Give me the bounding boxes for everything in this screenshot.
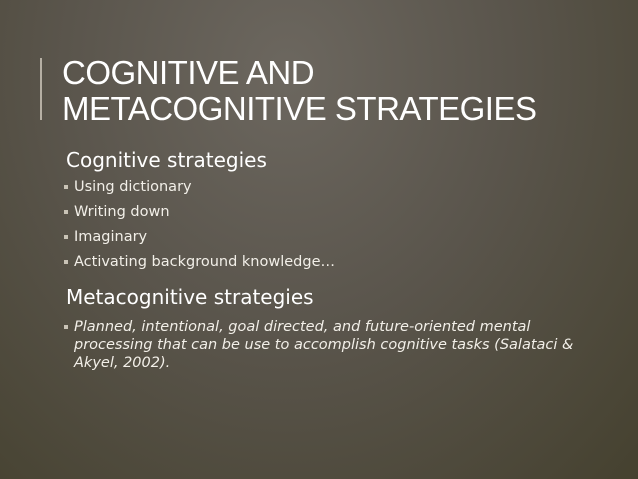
title-line-1: COGNITIVE AND bbox=[62, 54, 315, 91]
section-heading-metacognitive: Metacognitive strategies bbox=[66, 285, 314, 309]
cognitive-bullet-list bbox=[64, 175, 335, 275]
title-accent-bar bbox=[40, 58, 42, 120]
slide-title bbox=[62, 55, 622, 127]
list-item: Using dictionary bbox=[64, 175, 335, 200]
section-heading-cognitive: Cognitive strategies bbox=[66, 148, 267, 172]
list-item: Writing down bbox=[64, 200, 335, 225]
list-item: Activating background knowledge… bbox=[64, 250, 335, 275]
title-line-2: METACOGNITIVE STRATEGIES bbox=[62, 90, 537, 127]
list-item: Imaginary bbox=[64, 225, 335, 250]
metacognitive-bullet-list bbox=[64, 318, 574, 372]
list-item: Planned, intentional, goal directed, and future-oriented mental processing that can be use to accomplish cognitive tasks (Salataci & Akyel, 2002). bbox=[64, 318, 574, 372]
